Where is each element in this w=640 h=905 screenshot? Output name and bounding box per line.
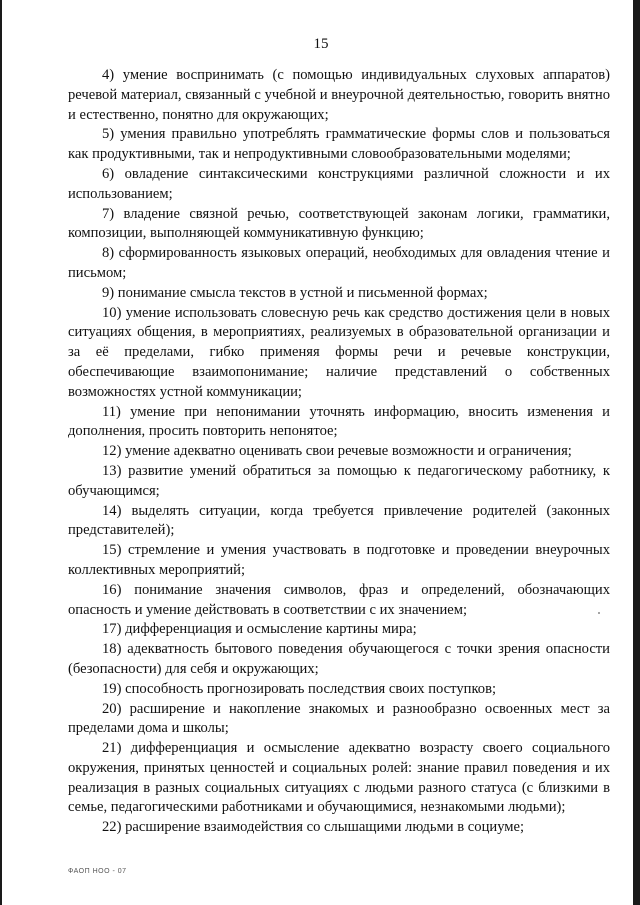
scan-speck (598, 612, 600, 614)
list-item: 4) умение воспринимать (с помощью индивидуальных слуховых аппаратов) речевой материал, связанный с учебной и внеурочной деятельностью, говорить внятно и естественно, понятно для окружающих; (68, 67, 610, 123)
page-number: 15 (313, 36, 329, 52)
scan-edge-right (633, 0, 640, 905)
list-item: 9) понимание смысла текстов в устной и письменной формах; (102, 284, 488, 301)
list-item: 12) умение адекватно оценивать свои речевые возможности и ограничения; (102, 443, 572, 460)
list-item: 21) дифференциация и осмысление адекватно возрасту своего социального окружения, принятых ценностей и социальных ролей: знание правил поведения и их реализация в разных социальных ситуациях с людьми разного статуса (с близкими в семье, педагогическими работниками и обучающимися, незнакомыми людьми); (68, 740, 610, 816)
list-item: 16) понимание значения символов, фраз и определений, обозначающих опасность и умение действовать в соответствии с их значением; (68, 581, 610, 618)
list-item: 20) расширение и накопление знакомых и разнообразно освоенных мест за пределами дома и школы; (68, 700, 610, 737)
list-item: 11) умение при непонимании уточнять информацию, вносить изменения и дополнения, просить повторить непонятое; (68, 403, 610, 440)
list-item: 15) стремление и умения участвовать в подготовке и проведении внеурочных коллективных мероприятий; (68, 542, 610, 578)
body-text (68, 66, 610, 838)
list-item: 5) умения правильно употреблять грамматические формы слов и пользоваться как продуктивными, так и непродуктивными словообразовательными моделями; (68, 126, 610, 163)
list-item: 18) адекватность бытового поведения обучающегося с точки зрения опасности (безопасности) для себя и окружающих; (68, 641, 610, 677)
list-item: 8) сформированность языковых операций, необходимых для овладения чтение и письмом; (68, 245, 610, 281)
list-item: 7) владение связной речью, соответствующей законам логики, грамматики, композиции, выполняющей коммуникативную функцию; (68, 205, 610, 242)
list-item: 10) умение использовать словесную речь как средство достижения цели в новых ситуациях общения, в мероприятиях, реализуемых в образовательной организации и за её пределами, гибко применяя формы речи и речевые конструкции, обеспечивающие взаимопонимание; наличие представлений о собственных возможностях устной коммуникации; (68, 304, 610, 400)
list-item: 19) способность прогнозировать последствия своих поступков; (102, 680, 497, 697)
list-item: 17) дифференциация и осмысление картины мира; (102, 621, 417, 638)
list-item: 22) расширение взаимодействия со слышащими людьми в социуме; (102, 819, 525, 836)
list-item: 13) развитие умений обратиться за помощью к педагогическому работнику, к обучающимся; (68, 462, 610, 499)
footer-code: ФАОП НОО - 07 (68, 868, 127, 875)
list-item: 6) овладение синтаксическими конструкциями различной сложности и их использованием; (68, 165, 610, 202)
list-item: 14) выделять ситуации, когда требуется привлечение родителей (законных представителей); (68, 502, 610, 539)
